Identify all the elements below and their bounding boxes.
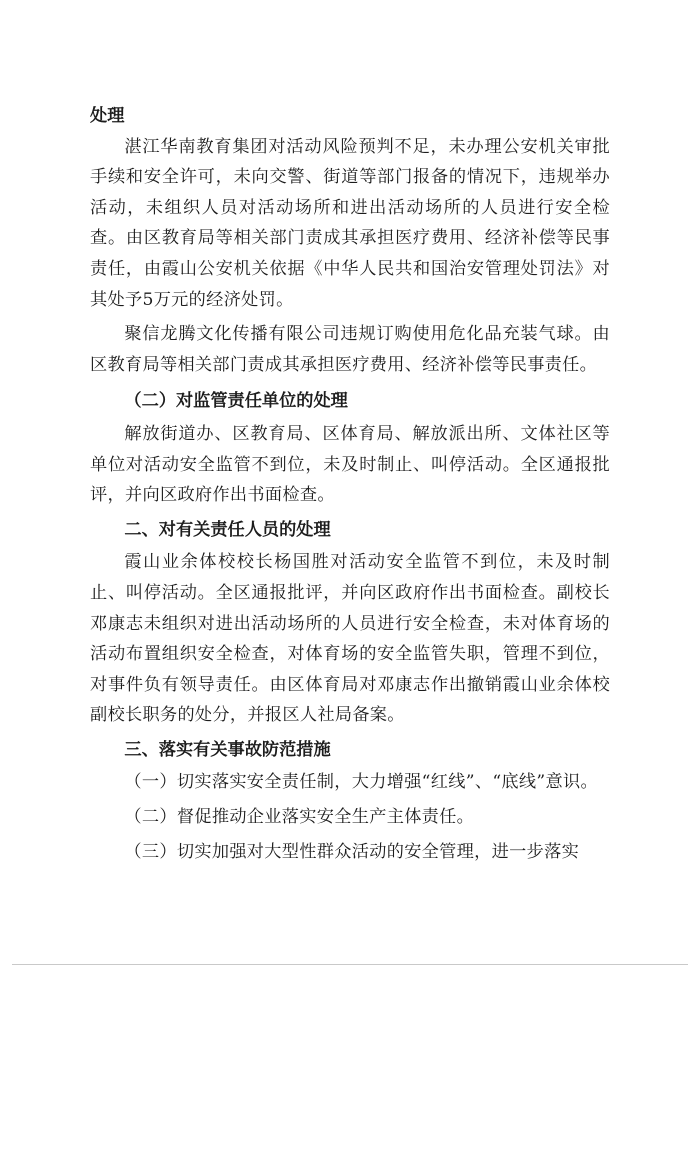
page-bottom-divider xyxy=(12,964,688,965)
document-body xyxy=(90,101,610,867)
heading-prevention-measures: 三、落实有关事故防范措施 xyxy=(124,739,331,760)
measure-item-1: （一）切实落实安全责任制，大力增强“红线”、“底线”意识。 xyxy=(124,772,598,793)
measure-item-2: （二）督促推动企业落实安全生产主体责任。 xyxy=(124,807,475,828)
paragraph-media-company: 聚信龙腾文化传播有限公司违规订购使用危化品充装气球。由区教育局等相关部门责成其承担医疗费用、经济补偿等民事责任。 xyxy=(90,324,610,375)
heading-responsible-persons: 二、对有关责任人员的处理 xyxy=(124,519,331,540)
paragraph-school-group: 湛江华南教育集团对活动风险预判不足，未办理公安机关审批手续和安全许可，未向交警、街道等部门报备的情况下，违规举办活动，未组织人员对活动场所和进出活动场所的人员进行安全检查。由区教育局等相关部门责成其承担医疗费用、经济补偿等民事责任，由霞山公安机关依据《中华人民共和国治安管理处罚法》对其处予5万元的经济处罚。 xyxy=(90,136,610,310)
paragraph-responsible-persons: 霞山业余体校校长杨国胜对活动安全监管不到位，未及时制止、叫停活动。全区通报批评，并向区政府作出书面检查。副校长邓康志未组织对进出活动场所的人员进行安全检查，未对体育场的活动布置组织安全检查，对体育场的安全监管失职，管理不到位，对事件负有领导责任。由区体育局对邓康志作出撤销霞山业余体校副校长职务的处分，并报区人社局备案。 xyxy=(90,552,610,726)
heading-supervisory-units: （二）对监管责任单位的处理 xyxy=(124,391,348,412)
section-continuation-heading: 处理 xyxy=(90,106,125,126)
measure-item-3: （三）切实加强对大型性群众活动的安全管理，进一步落实 xyxy=(124,841,580,862)
paragraph-supervisory-units: 解放街道办、区教育局、区体育局、解放派出所、文体社区等单位对活动安全监管不到位，未及时制止、叫停活动。全区通报批评，并向区政府作出书面检查。 xyxy=(90,423,610,506)
